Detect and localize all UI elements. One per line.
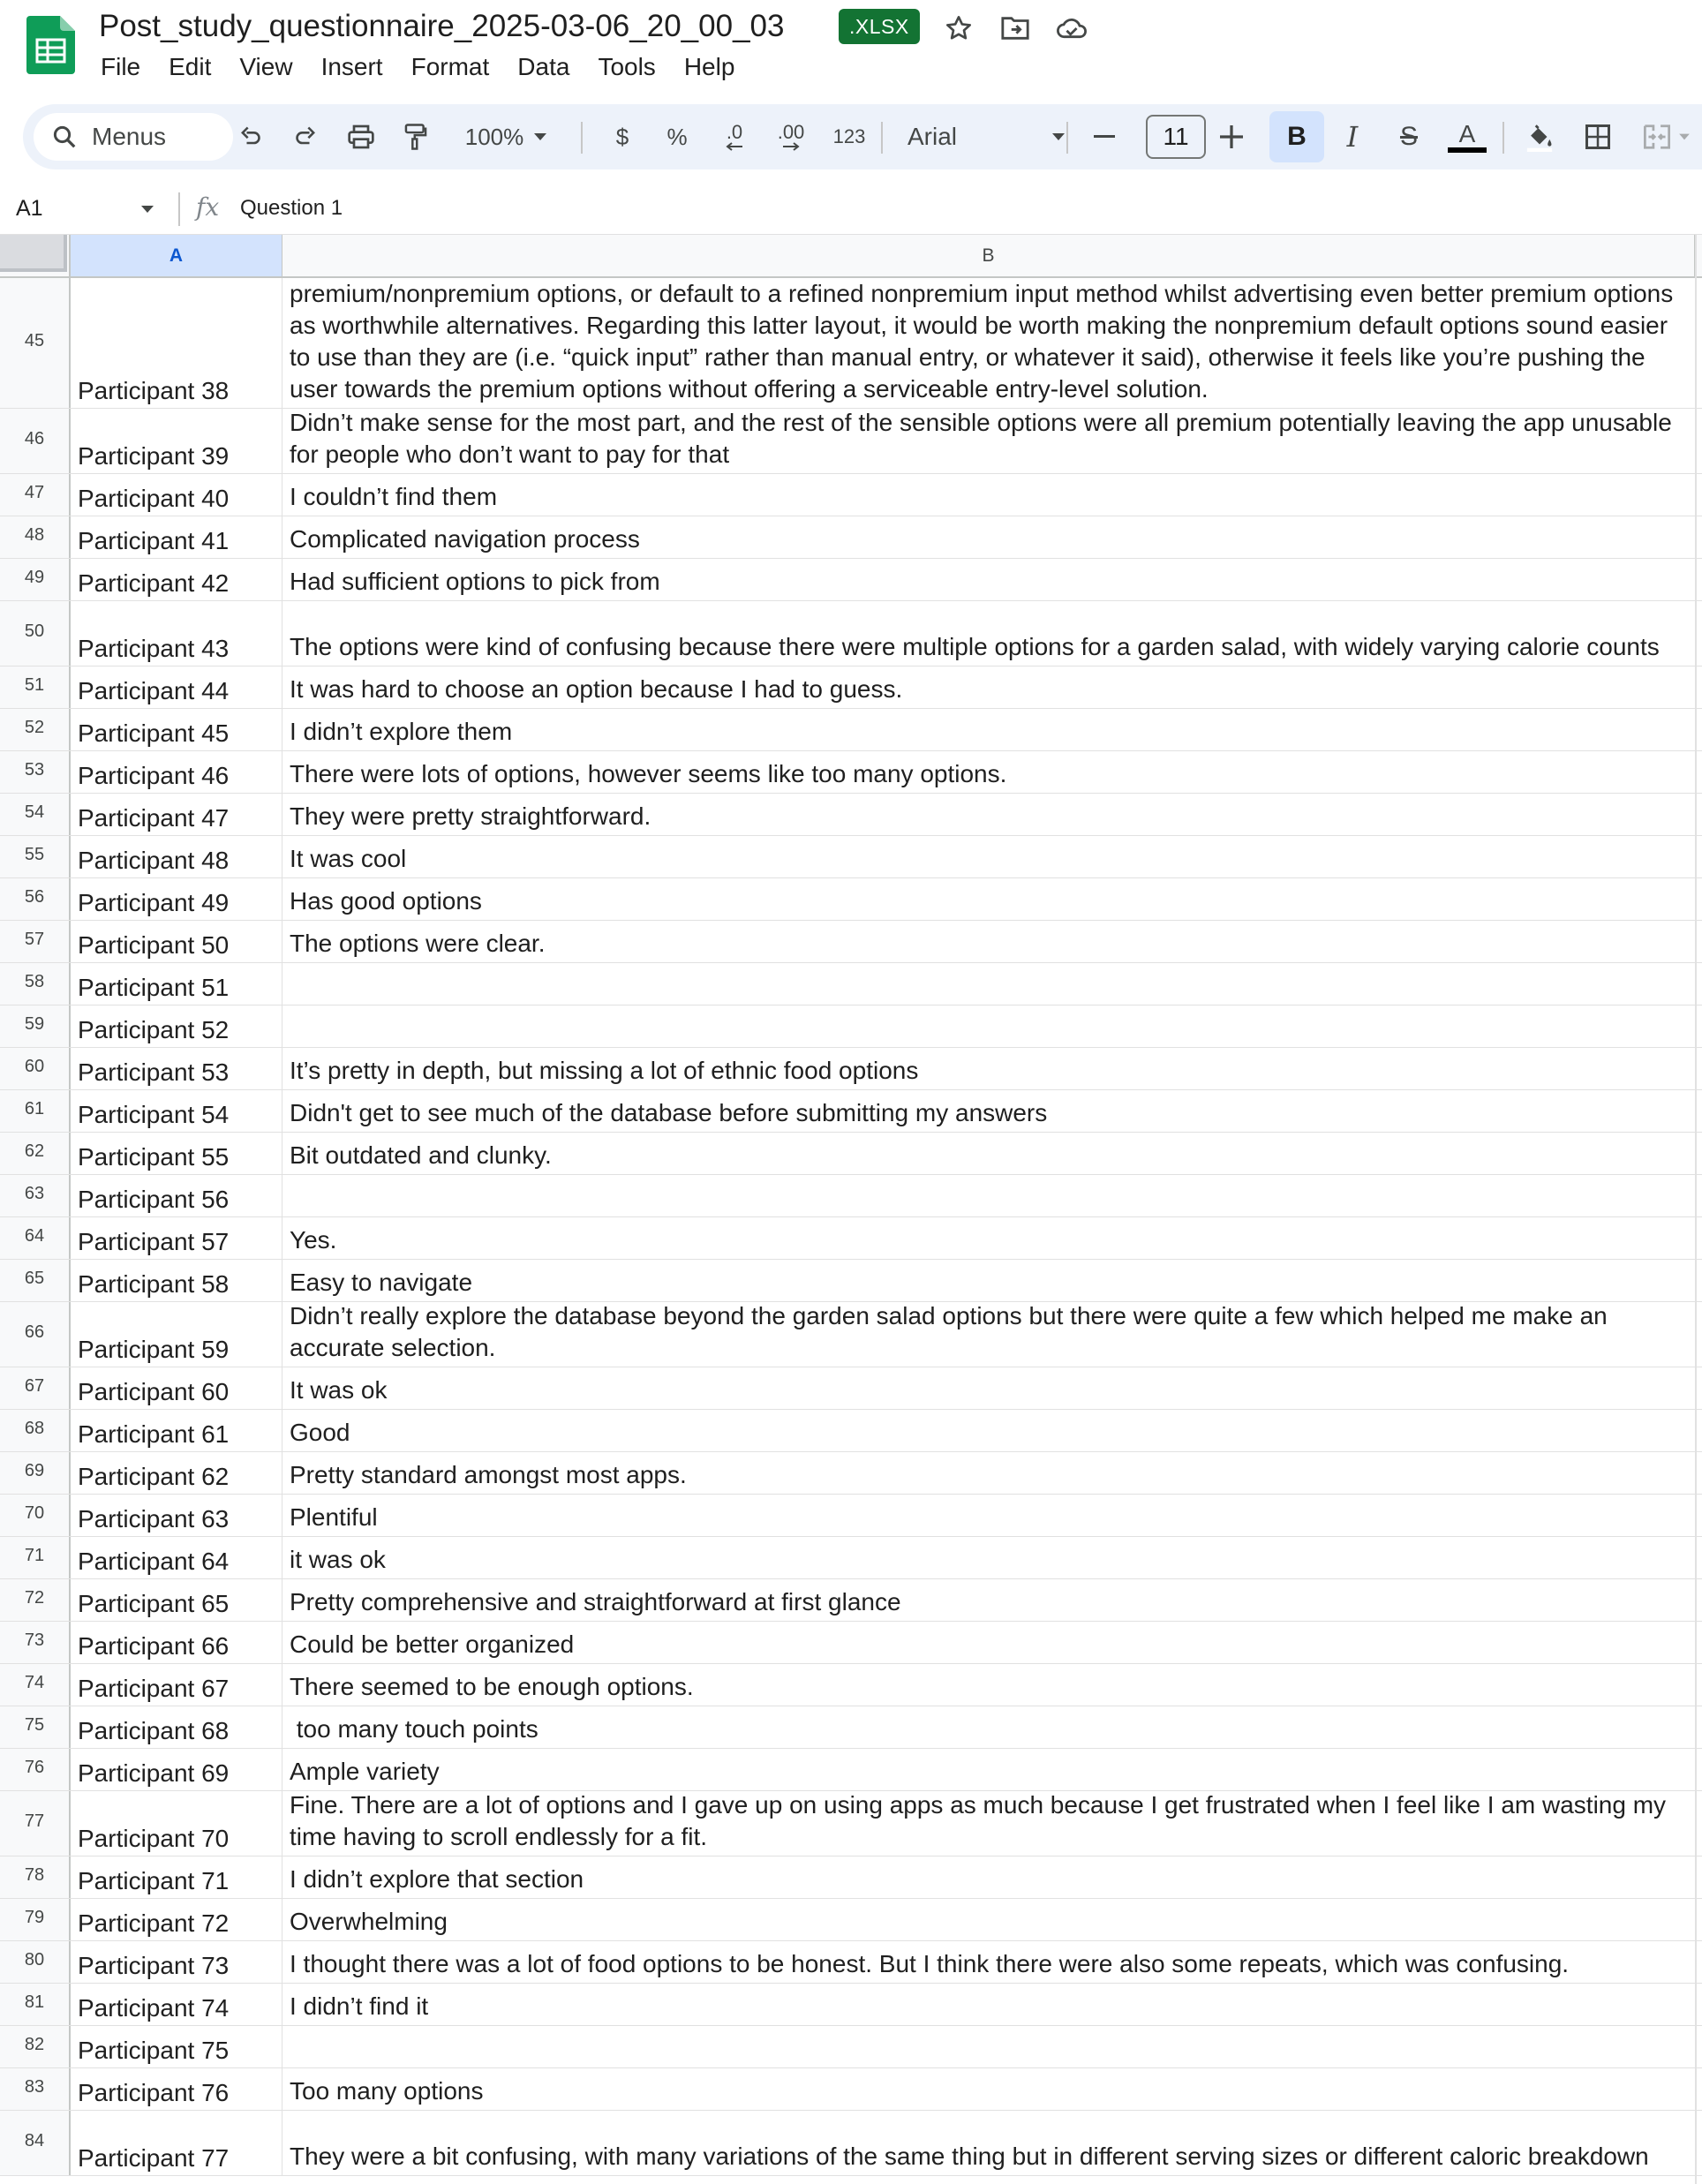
row-number[interactable]: 73 bbox=[0, 1622, 71, 1663]
cell-response[interactable] bbox=[282, 878, 1695, 920]
cell-response[interactable] bbox=[282, 1090, 1695, 1132]
table-row bbox=[0, 1217, 1702, 1260]
text-color-swatch bbox=[1448, 147, 1487, 153]
row-number[interactable]: 74 bbox=[0, 1664, 71, 1706]
menu-search[interactable] bbox=[34, 113, 233, 161]
cell-participant[interactable]: Participant 46 bbox=[71, 751, 282, 793]
chevron-down-icon bbox=[1051, 132, 1066, 142]
row-number[interactable]: 61 bbox=[0, 1090, 71, 1132]
cell-response[interactable] bbox=[282, 794, 1695, 835]
cell-response[interactable] bbox=[282, 1749, 1695, 1790]
cell-response[interactable] bbox=[282, 1260, 1695, 1301]
cell-response-text: There were lots of options, however seems like too many options. bbox=[290, 760, 1007, 787]
cell-response[interactable] bbox=[282, 2026, 1695, 2067]
table-row bbox=[0, 1941, 1702, 1984]
zoom-select[interactable] bbox=[450, 115, 563, 159]
select-all-corner-fill bbox=[0, 235, 67, 272]
toolbar-divider bbox=[1066, 122, 1068, 154]
cell-response-text: I thought there was a lot of food options to be honest. But I think there were also some repeats, which was confusing. bbox=[290, 1950, 1570, 1977]
cell-participant[interactable]: Participant 75 bbox=[71, 2026, 282, 2067]
menu-search-label: Menus bbox=[92, 123, 167, 150]
borders-icon[interactable] bbox=[1573, 115, 1623, 159]
zoom-value: 100% bbox=[464, 123, 524, 150]
menu-insert[interactable]: Insert bbox=[320, 53, 383, 80]
table-row bbox=[0, 1175, 1702, 1217]
table-row bbox=[0, 963, 1702, 1005]
table-row bbox=[0, 1791, 1702, 1856]
strikethrough-button[interactable]: S bbox=[1399, 122, 1418, 151]
toolbar-divider bbox=[581, 122, 583, 154]
font-size-input[interactable]: 11 bbox=[1146, 115, 1206, 159]
row-number[interactable]: 75 bbox=[0, 1706, 71, 1748]
cell-response[interactable] bbox=[282, 1410, 1695, 1451]
cell-participant[interactable]: Participant 45 bbox=[71, 709, 282, 750]
cell-participant[interactable]: Participant 67 bbox=[71, 1664, 282, 1706]
table-row bbox=[0, 1984, 1702, 2026]
cell-participant[interactable]: Participant 71 bbox=[71, 1856, 282, 1898]
cell-participant[interactable]: Participant 59 bbox=[71, 1302, 282, 1367]
table-row bbox=[0, 1090, 1702, 1133]
search-icon bbox=[51, 124, 78, 150]
cell-response[interactable] bbox=[282, 474, 1695, 516]
increase-decimal-button[interactable] bbox=[766, 115, 816, 159]
cell-response[interactable] bbox=[282, 278, 1695, 408]
menu-edit[interactable]: Edit bbox=[169, 53, 212, 80]
cell-response[interactable] bbox=[282, 1856, 1695, 1898]
fx-icon: fx bbox=[196, 192, 220, 222]
document-title[interactable]: Post_study_questionnaire_2025-03-06_20_00_03 bbox=[99, 9, 785, 43]
row-number[interactable]: 57 bbox=[0, 921, 71, 962]
cell-response-text: It was hard to choose an option because I had to guess. bbox=[290, 675, 903, 703]
cell-response[interactable] bbox=[282, 516, 1695, 558]
currency-format-button[interactable]: $ bbox=[615, 123, 629, 150]
cell-response-text: Fine. There are a lot of options and I gave up on using apps as much because I get frustrated when I feel like I am wasting my time having to scroll endlessly for a fit. bbox=[290, 1791, 1673, 1850]
cell-participant[interactable]: Participant 53 bbox=[71, 1048, 282, 1089]
cell-participant[interactable]: Participant 65 bbox=[71, 1579, 282, 1621]
number-format-button[interactable]: 123 bbox=[832, 125, 866, 147]
cell-participant[interactable]: Participant 57 bbox=[71, 1217, 282, 1259]
row-number[interactable]: 65 bbox=[0, 1260, 71, 1301]
cell-participant[interactable]: Participant 64 bbox=[71, 1537, 282, 1578]
cell-response[interactable] bbox=[282, 601, 1695, 666]
row-number[interactable]: 63 bbox=[0, 1175, 71, 1216]
row-number[interactable]: 55 bbox=[0, 836, 71, 877]
cell-participant[interactable]: Participant 51 bbox=[71, 963, 282, 1005]
table-row bbox=[0, 1367, 1702, 1410]
cell-response[interactable] bbox=[282, 1984, 1695, 2025]
table-row bbox=[0, 1260, 1702, 1302]
cell-response[interactable] bbox=[282, 559, 1695, 600]
move-folder-icon[interactable] bbox=[998, 11, 1033, 46]
cell-response[interactable] bbox=[282, 1622, 1695, 1663]
cell-participant[interactable]: Participant 47 bbox=[71, 794, 282, 835]
cell-participant[interactable]: Participant 48 bbox=[71, 836, 282, 877]
row-number[interactable]: 49 bbox=[0, 559, 71, 600]
cell-response-text: They were a bit confusing, with many variations of the same thing but in different serving sizes or different caloric breakdown bbox=[290, 2143, 1649, 2170]
cell-participant[interactable]: Participant 60 bbox=[71, 1367, 282, 1409]
cell-response-text: Could be better organized bbox=[290, 1630, 575, 1658]
table-row bbox=[0, 794, 1702, 836]
row-number[interactable]: 78 bbox=[0, 1856, 71, 1898]
cell-response[interactable] bbox=[282, 1664, 1695, 1706]
row-number[interactable]: 52 bbox=[0, 709, 71, 750]
menu-format[interactable]: Format bbox=[410, 53, 490, 80]
cell-response[interactable] bbox=[282, 1941, 1695, 1983]
cell-response[interactable] bbox=[282, 1175, 1695, 1216]
cell-response[interactable] bbox=[282, 751, 1695, 793]
cell-response[interactable] bbox=[282, 1537, 1695, 1578]
column-header-row bbox=[0, 235, 1702, 278]
italic-button[interactable]: I bbox=[1346, 120, 1359, 154]
percent-format-button[interactable]: % bbox=[666, 123, 688, 150]
cell-response[interactable] bbox=[282, 2068, 1695, 2110]
row-number[interactable]: 46 bbox=[0, 409, 71, 473]
xlsx-badge[interactable]: .XLSX bbox=[839, 9, 920, 44]
menu-tools[interactable]: Tools bbox=[598, 53, 656, 80]
increase-decimal-label: .00 bbox=[777, 121, 805, 143]
cell-response[interactable] bbox=[282, 836, 1695, 877]
cell-participant[interactable]: Participant 69 bbox=[71, 1749, 282, 1790]
menu-data[interactable]: Data bbox=[517, 53, 570, 80]
row-number[interactable]: 54 bbox=[0, 794, 71, 835]
cell-response-text: I didn’t explore them bbox=[290, 718, 513, 745]
table-row bbox=[0, 2111, 1702, 2176]
cell-participant[interactable]: Participant 58 bbox=[71, 1260, 282, 1301]
print-icon[interactable] bbox=[339, 115, 383, 159]
cell-participant[interactable]: Participant 44 bbox=[71, 666, 282, 708]
paint-format-icon[interactable] bbox=[394, 115, 438, 159]
cell-response[interactable] bbox=[282, 921, 1695, 962]
cell-response-text: Yes. bbox=[290, 1226, 337, 1254]
cell-response[interactable] bbox=[282, 1217, 1695, 1259]
cell-response[interactable] bbox=[282, 1706, 1695, 1748]
row-number[interactable]: 76 bbox=[0, 1749, 71, 1790]
cell-response[interactable] bbox=[282, 1791, 1695, 1856]
table-row bbox=[0, 1302, 1702, 1367]
cell-response[interactable] bbox=[282, 1133, 1695, 1174]
cell-response[interactable] bbox=[282, 1005, 1695, 1047]
cell-response[interactable] bbox=[282, 2111, 1695, 2175]
cell-response-text: It was cool bbox=[290, 845, 407, 872]
cell-response-text: Didn't get to see much of the database before submitting my answers bbox=[290, 1099, 1048, 1126]
cell-response-text: too many touch points bbox=[290, 1715, 538, 1743]
menu-view[interactable]: View bbox=[239, 53, 293, 80]
font-family-select[interactable] bbox=[897, 115, 1073, 159]
cell-participant[interactable]: Participant 56 bbox=[71, 1175, 282, 1216]
cell-participant[interactable]: Participant 63 bbox=[71, 1495, 282, 1536]
table-row bbox=[0, 751, 1702, 794]
cell-response[interactable] bbox=[282, 1367, 1695, 1409]
cell-response-text: Easy to navigate bbox=[290, 1269, 473, 1296]
cell-participant[interactable]: Participant 73 bbox=[71, 1941, 282, 1983]
increase-font-size-icon[interactable] bbox=[1209, 115, 1254, 159]
cell-response-text: It’s pretty in depth, but missing a lot of ethnic food options bbox=[290, 1057, 919, 1084]
row-number[interactable]: 72 bbox=[0, 1579, 71, 1621]
cell-response-text: It was ok bbox=[290, 1376, 388, 1404]
table-row bbox=[0, 1579, 1702, 1622]
row-number[interactable]: 59 bbox=[0, 1005, 71, 1047]
cell-participant[interactable]: Participant 70 bbox=[71, 1791, 282, 1856]
chevron-down-icon bbox=[1677, 132, 1691, 141]
cell-response-text: Plentiful bbox=[290, 1503, 378, 1531]
table-row bbox=[0, 1856, 1702, 1899]
row-number[interactable]: 51 bbox=[0, 666, 71, 708]
redo-icon[interactable] bbox=[284, 115, 328, 159]
cell-response-text: Didn’t really explore the database beyond the garden salad options but there were quite a few which helped me make an accurate selection. bbox=[290, 1302, 1615, 1361]
row-number[interactable]: 48 bbox=[0, 516, 71, 558]
cell-response-text: There seemed to be enough options. bbox=[290, 1673, 694, 1700]
formula-input[interactable]: Question 1 bbox=[240, 196, 343, 220]
cell-response-text: premium/nonpremium options, or default to a refined nonpremium input method whilst advertising even better premium options as worthwhile alternatives. Regarding this latter layout, it would be worth making the nonpremium default options sound easier to use than they are (i.e. “quick input” rather than manual entry, or whatever it said), otherwise it feels like you’re pushing the user towards the premium options without offering a serviceable entry-level solution. bbox=[290, 280, 1681, 403]
table-row bbox=[0, 1749, 1702, 1791]
table-row bbox=[0, 409, 1702, 474]
cell-participant[interactable]: Participant 49 bbox=[71, 878, 282, 920]
cell-participant[interactable]: Participant 40 bbox=[71, 474, 282, 516]
row-number[interactable]: 60 bbox=[0, 1048, 71, 1089]
text-color-button[interactable] bbox=[1441, 115, 1494, 159]
cell-participant[interactable]: Participant 68 bbox=[71, 1706, 282, 1748]
row-number[interactable]: 56 bbox=[0, 878, 71, 920]
cell-response-text: I didn’t explore that section bbox=[290, 1865, 584, 1893]
cell-response-text: Overwhelming bbox=[290, 1908, 448, 1935]
cell-response-text: Pretty comprehensive and straightforward at first glance bbox=[290, 1588, 901, 1615]
menu-help[interactable]: Help bbox=[683, 53, 735, 80]
fill-color-icon[interactable] bbox=[1515, 115, 1564, 159]
table-row bbox=[0, 1005, 1702, 1048]
cell-response-text: Pretty standard amongst most apps. bbox=[290, 1461, 687, 1488]
cell-response-text: Didn’t make sense for the most part, and the rest of the sensible options were all premium potentially leaving the app unusable for people who don’t want to pay for that bbox=[290, 409, 1679, 468]
cell-response-text: Has good options bbox=[290, 887, 482, 915]
menu-bar bbox=[87, 49, 749, 85]
toolbar-divider bbox=[881, 122, 883, 154]
table-row bbox=[0, 921, 1702, 963]
menu-file[interactable]: File bbox=[101, 53, 141, 80]
row-number[interactable]: 70 bbox=[0, 1495, 71, 1536]
chevron-down-icon[interactable] bbox=[139, 203, 155, 219]
cell-participant[interactable]: Participant 76 bbox=[71, 2068, 282, 2110]
row-number[interactable]: 45 bbox=[0, 278, 71, 408]
decrease-decimal-button[interactable] bbox=[710, 115, 759, 159]
cell-participant[interactable]: Participant 43 bbox=[71, 601, 282, 666]
row-number[interactable]: 84 bbox=[0, 2111, 71, 2175]
row-number[interactable]: 83 bbox=[0, 2068, 71, 2110]
decrease-font-size-icon[interactable] bbox=[1082, 115, 1126, 159]
table-row bbox=[0, 516, 1702, 559]
table-row bbox=[0, 474, 1702, 516]
cell-participant[interactable]: Participant 66 bbox=[71, 1622, 282, 1663]
cell-response-text: The options were kind of confusing because there were multiple options for a garden salad, with widely varying calorie counts bbox=[290, 633, 1660, 660]
table-row bbox=[0, 1495, 1702, 1537]
table-row bbox=[0, 666, 1702, 709]
row-number[interactable]: 53 bbox=[0, 751, 71, 793]
table-row bbox=[0, 278, 1702, 409]
cell-participant[interactable]: Participant 38 bbox=[71, 278, 282, 408]
cell-participant[interactable]: Participant 62 bbox=[71, 1452, 282, 1494]
cell-response[interactable] bbox=[282, 1495, 1695, 1536]
row-number[interactable]: 80 bbox=[0, 1941, 71, 1983]
table-row bbox=[0, 1622, 1702, 1664]
row-number[interactable]: 67 bbox=[0, 1367, 71, 1409]
sheet-grid bbox=[0, 278, 1702, 2176]
grid-right-edge bbox=[1695, 235, 1697, 2184]
table-row bbox=[0, 1133, 1702, 1175]
table-row bbox=[0, 836, 1702, 878]
cell-participant[interactable]: Participant 54 bbox=[71, 1090, 282, 1132]
formula-divider bbox=[178, 192, 180, 226]
cell-participant[interactable]: Participant 39 bbox=[71, 409, 282, 473]
cell-response-text: Bit outdated and clunky. bbox=[290, 1141, 552, 1169]
sheets-logo-icon[interactable] bbox=[26, 16, 75, 74]
row-number[interactable]: 50 bbox=[0, 601, 71, 666]
cell-participant[interactable]: Participant 50 bbox=[71, 921, 282, 962]
column-header-b[interactable]: B bbox=[282, 235, 1695, 276]
row-number[interactable]: 58 bbox=[0, 963, 71, 1005]
cell-participant[interactable]: Participant 42 bbox=[71, 559, 282, 600]
row-number[interactable]: 77 bbox=[0, 1791, 71, 1856]
row-number[interactable]: 82 bbox=[0, 2026, 71, 2067]
undo-icon[interactable] bbox=[228, 115, 272, 159]
cell-response-text: I didn’t find it bbox=[290, 1992, 429, 2020]
table-row bbox=[0, 1452, 1702, 1495]
row-number[interactable]: 64 bbox=[0, 1217, 71, 1259]
cell-response-text: The options were clear. bbox=[290, 930, 546, 957]
row-number[interactable]: 66 bbox=[0, 1302, 71, 1367]
cell-response[interactable] bbox=[282, 1048, 1695, 1089]
cell-response-text: They were pretty straightforward. bbox=[290, 802, 651, 830]
table-row bbox=[0, 601, 1702, 666]
cell-response[interactable] bbox=[282, 709, 1695, 750]
cell-participant[interactable]: Participant 77 bbox=[71, 2111, 282, 2175]
cloud-status-icon[interactable] bbox=[1054, 11, 1089, 46]
table-row bbox=[0, 1537, 1702, 1579]
arrow-right-icon bbox=[781, 142, 801, 151]
table-row bbox=[0, 559, 1702, 601]
toolbar bbox=[23, 104, 1702, 169]
cell-response-text: Ample variety bbox=[290, 1758, 440, 1785]
cell-response-text: Too many options bbox=[290, 2077, 484, 2105]
table-row bbox=[0, 2068, 1702, 2111]
table-row bbox=[0, 709, 1702, 751]
select-all-corner[interactable] bbox=[0, 235, 71, 276]
arrow-left-icon bbox=[725, 142, 744, 151]
toolbar-divider bbox=[1502, 122, 1504, 154]
cell-response[interactable] bbox=[282, 1579, 1695, 1621]
cell-participant[interactable]: Participant 55 bbox=[71, 1133, 282, 1174]
title-bar bbox=[0, 0, 1702, 94]
cell-participant[interactable]: Participant 72 bbox=[71, 1899, 282, 1940]
cell-response-text: I couldn’t find them bbox=[290, 483, 498, 510]
table-row bbox=[0, 2026, 1702, 2068]
formula-bar bbox=[0, 184, 1702, 235]
cell-participant[interactable]: Participant 52 bbox=[71, 1005, 282, 1047]
row-number[interactable]: 79 bbox=[0, 1899, 71, 1940]
row-number[interactable]: 69 bbox=[0, 1452, 71, 1494]
cell-response[interactable] bbox=[282, 1452, 1695, 1494]
table-row bbox=[0, 1048, 1702, 1090]
font-family-value: Arial bbox=[907, 123, 958, 150]
row-number[interactable]: 81 bbox=[0, 1984, 71, 2025]
row-number[interactable]: 62 bbox=[0, 1133, 71, 1174]
cell-participant[interactable]: Participant 41 bbox=[71, 516, 282, 558]
cell-response[interactable] bbox=[282, 666, 1695, 708]
cell-response[interactable] bbox=[282, 1899, 1695, 1940]
table-row bbox=[0, 1664, 1702, 1706]
cell-response-text: Good bbox=[290, 1419, 350, 1446]
row-number[interactable]: 71 bbox=[0, 1537, 71, 1578]
star-icon[interactable] bbox=[941, 11, 976, 46]
chevron-down-icon bbox=[532, 132, 548, 142]
cell-response[interactable] bbox=[282, 1302, 1695, 1367]
decrease-decimal-label: .0 bbox=[726, 121, 743, 143]
column-header-a[interactable]: A bbox=[71, 235, 282, 276]
cell-response[interactable] bbox=[282, 409, 1695, 473]
cell-response-text: Had sufficient options to pick from bbox=[290, 568, 660, 595]
name-box[interactable]: A1 bbox=[16, 196, 43, 221]
cell-participant[interactable]: Participant 74 bbox=[71, 1984, 282, 2025]
bold-button[interactable]: B bbox=[1269, 111, 1324, 162]
row-number[interactable]: 68 bbox=[0, 1410, 71, 1451]
cell-participant[interactable]: Participant 61 bbox=[71, 1410, 282, 1451]
table-row bbox=[0, 1706, 1702, 1749]
table-row bbox=[0, 1899, 1702, 1941]
table-row bbox=[0, 1410, 1702, 1452]
cell-response[interactable] bbox=[282, 963, 1695, 1005]
cell-response-text: Complicated navigation process bbox=[290, 525, 640, 553]
cell-response-text: it was ok bbox=[290, 1546, 386, 1573]
table-row bbox=[0, 878, 1702, 921]
text-color-label: A bbox=[1458, 120, 1476, 147]
row-number[interactable]: 47 bbox=[0, 474, 71, 516]
merge-cells-icon[interactable] bbox=[1631, 115, 1702, 159]
